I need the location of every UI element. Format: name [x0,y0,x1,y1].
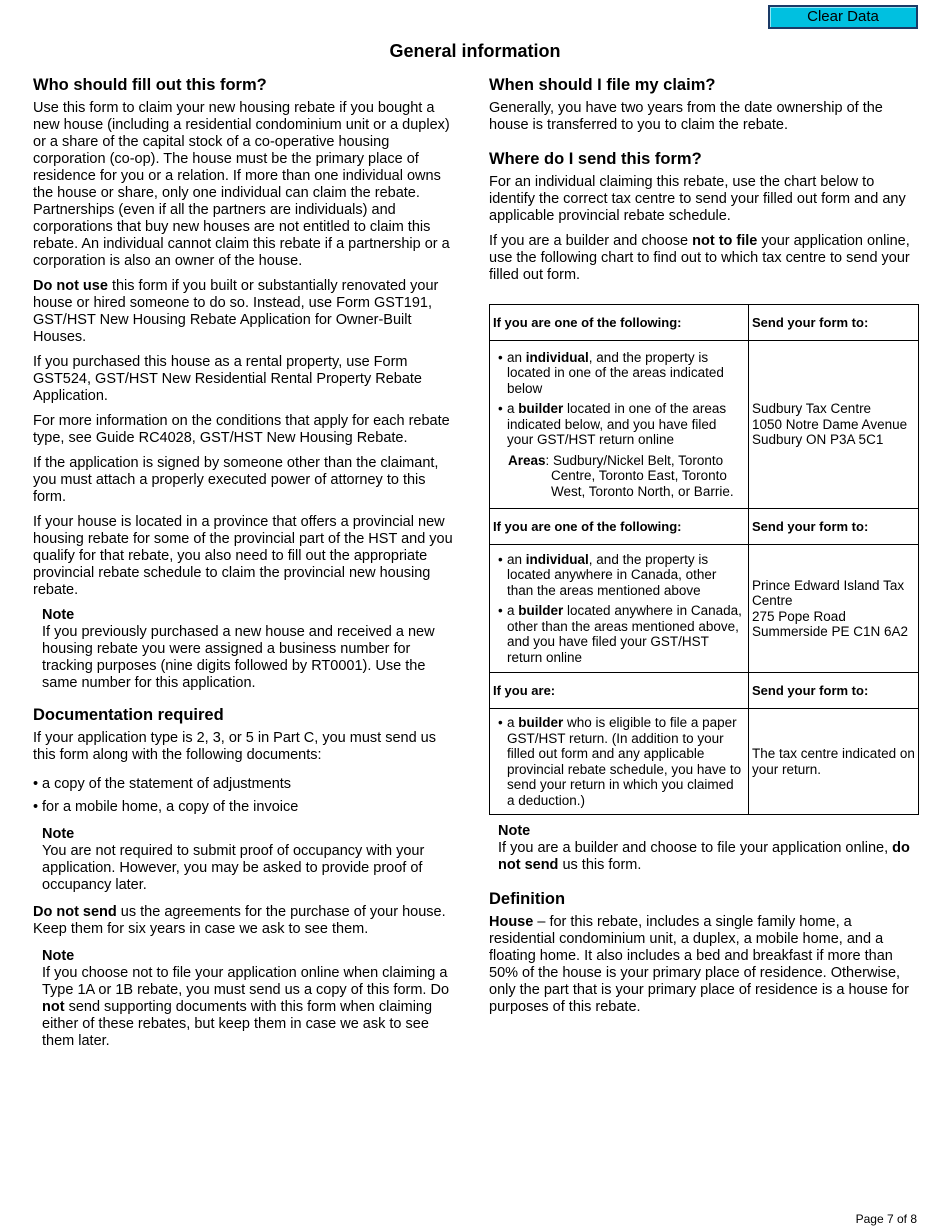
not-to-file-bold: not to file [692,233,758,249]
table-header-row [490,509,919,545]
who-paragraph-2 [33,278,461,346]
note-online-filing [42,948,461,1050]
note-text [42,965,461,1050]
who-paragraph-5: If the application is signed by someone other than the claimant, you must attach a properly executed power of attorney to this form. [33,455,439,505]
who-heading: Who should fill out this form? [33,76,267,94]
documents-list [33,776,461,816]
table-header-row [490,673,919,709]
note-text: If you previously purchased a new house and received a new housing rebate you were assigned a business number for tracking purposes (nine digits followed by RT0001). Use the same number for this application. [42,624,435,691]
definition-term: House [489,914,534,930]
bold-term: individual [525,349,589,365]
table-header-cell: If you are: [490,673,749,709]
text-part: a [507,603,519,619]
areas-list: : Sudbury/Nickel Belt, Toronto Centre, Toronto East, Toronto West, Toronto North, or Barrie. [545,452,734,499]
table-header-cell: If you are one of the following: [490,509,749,545]
text-part: located anywhere in Canada, other than the areas mentioned above, and you have filed your GST/HST return online [507,603,742,665]
text-part: a [507,401,519,417]
table-cell [490,545,749,673]
where-heading: Where do I send this form? [489,150,702,168]
page-number: Page 7 of 8 [855,1212,917,1226]
where-paragraph-2 [489,233,919,284]
table-cell [490,709,749,815]
where-paragraph-1: For an individual claiming this rebate, use the chart below to identify the correct tax centre to send your filled out form and any applicable provincial rebate schedule. [489,174,906,224]
note-text-part: us this form. [558,857,642,873]
note-text [498,840,919,874]
text-part: an [507,551,526,567]
documentation-paragraph-1: If your application type is 2, 3, or 5 in Part C, you must send us this form along with the following documents: [33,730,436,763]
who-paragraph-1: Use this form to claim your new housing rebate if you bought a new house (including a residential condominium unit or a duplex) or a share of the capital stock of a co-operative housing corporation (co-op). The house must be the primary place of residence for you or a relation. If more than one individual owns the house or share, only one individual can claim the rebate. Partnerships (even if all the partners are individuals) and corporations that buy new houses are not entitled to claim this rebate. An individual cannot claim this rebate if a partnership or a corporation is also an owner of the house. [33,100,450,269]
do-not-send-bold: Do not send [33,904,117,920]
table-header-row [490,305,919,341]
documentation-paragraph-2-text: us the agreements for the purchase of your house. Keep them for six years in case we ask to see them. [33,904,446,937]
note-title: Note [42,607,75,623]
list-item: • a copy of the statement of adjustments [33,776,461,793]
definition-text [489,914,919,1016]
bold-term: builder [518,401,564,417]
list-item [498,401,744,448]
bold-term: builder [518,603,564,619]
table-row [490,709,919,815]
note-title: Note [42,948,75,964]
do-not-use-bold: Do not use [33,278,108,294]
table-row [490,545,919,673]
address-line: Prince Edward Island Tax Centre [752,577,905,608]
documentation-paragraph-2 [33,904,461,938]
note-text: You are not required to submit proof of occupancy with your application. However, you may be asked to provide proof of occupancy later. [42,843,425,893]
list-item [498,603,744,665]
table-header-cell: If you are one of the following: [490,305,749,341]
table-header-cell: Send your form to: [749,673,919,709]
when-paragraph: Generally, you have two years from the date ownership of the house is transferred to you to claim the rebate. [489,100,883,133]
eligibility-list [490,350,748,448]
list-item [498,715,744,808]
address-line: 275 Pope Road [752,608,846,624]
not-bold: not [42,999,65,1015]
documentation-heading: Documentation required [33,706,224,724]
who-paragraph-6: If your house is located in a province that offers a provincial new housing rebate for some of the provincial part of the HST and you qualify for that rebate, you also need to fill out the appropriate provincial rebate schedule to claim the provincial new housing rebate. [33,514,453,598]
note-text-part: send supporting documents with this form when claiming either of these rebates, but keep them in case we ask to see them later. [42,999,433,1049]
bold-term: individual [525,551,589,567]
eligibility-list [490,552,748,666]
clear-data-button[interactable]: Clear Data [768,5,918,29]
note-occupancy [42,826,461,894]
bold-term: builder [518,715,564,730]
address-line: Summerside PE C1N 6A2 [752,624,909,639]
text-part: , and the property is located anywhere in Canada, other than the areas mentioned above [507,551,717,598]
note-title: Note [42,826,75,842]
list-item [498,552,744,599]
where-paragraph-2-part: your application online, use the following chart to find out to which tax centre to send your filled out form. [489,233,910,283]
note-builder-online [498,823,919,874]
left-column [33,74,461,1058]
table-row [490,341,919,509]
table-header-cell: Send your form to: [749,509,919,545]
where-paragraph-2-part: If you are a builder and choose [489,233,693,249]
table-cell-address [749,341,919,509]
text-part: an [507,349,526,365]
when-heading: When should I file my claim? [489,76,716,94]
note-business-number [42,607,461,692]
page-title: General information [389,41,561,61]
who-paragraph-2-text: this form if you built or substantially renovated your house or hired someone to do so. Instead, use Form GST191, GST/HST New Housing Rebate Application for Owner-Built Houses. [33,278,439,345]
eligibility-list [490,715,748,808]
who-paragraph-3: If you purchased this house as a rental property, use Form GST524, GST/HST New Residential Rental Property Rebate Application. [33,354,422,404]
table-header-cell: Send your form to: [749,305,919,341]
table-cell-address [749,545,919,673]
address-line: Sudbury ON P3A 5C1 [752,432,884,448]
text-part: located in one of the areas indicated below, and you have filed your GST/HST return online [507,401,727,448]
note-title: Note [498,823,531,839]
definition-heading: Definition [489,890,566,908]
list-item [498,350,744,397]
do-not-send-bold: do not send [498,840,910,873]
definition-body: – for this rebate, includes a single family home, a residential condominium unit, a duplex, a mobile home, and a floating home. It also includes a bed and breakfast if more than 50% of the house is your primary place of residence. Otherwise, only the part that is your primary place of residence is a house for purposes of this rebate. [489,914,909,1015]
tax-centre-table [489,304,919,815]
address-line: 1050 Notre Dame Avenue [752,416,908,432]
table-cell-address: The tax centre indicated on your return. [749,709,919,815]
text-part: , and the property is located in one of the areas indicated below [507,349,724,396]
areas-label: Areas [508,452,546,468]
text-part: a [507,715,519,730]
text-part: who is eligible to file a paper GST/HST return. (In addition to your filled out form and any applicable provincial rebate schedule, you have to send your return in which you claimed a deduction.) [507,715,742,808]
address-line: Sudbury Tax Centre [752,401,872,417]
table-cell [490,341,749,509]
note-text-part: If you choose not to file your application online when claiming a Type 1A or 1B rebate, you must send us a copy of this form. Do [42,965,450,998]
note-text-part: If you are a builder and choose to file your application online, [498,840,893,856]
list-item: • for a mobile home, a copy of the invoice [33,799,461,816]
areas-text [490,453,748,500]
right-column [489,74,919,1024]
who-paragraph-4: For more information on the conditions that apply for each rebate type, see Guide RC4028, GST/HST New Housing Rebate. [33,413,450,446]
